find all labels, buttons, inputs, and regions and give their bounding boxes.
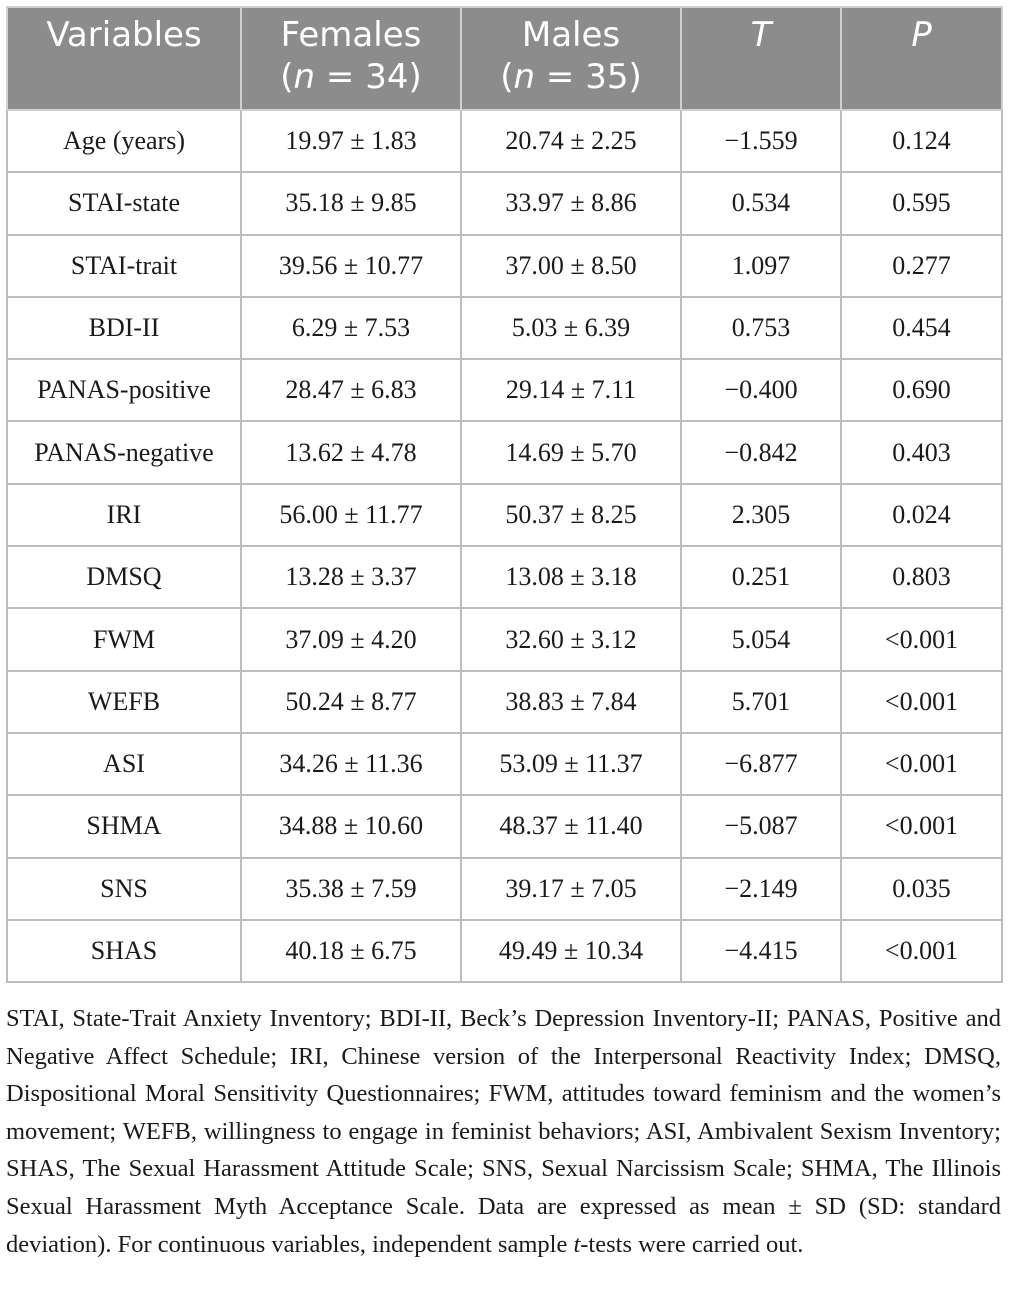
cell-p: 0.277 xyxy=(841,235,1002,297)
table-header xyxy=(7,7,1002,110)
cell-variable: WEFB xyxy=(7,671,241,733)
header-variables xyxy=(7,7,241,110)
cell-p: <0.001 xyxy=(841,920,1002,982)
table-row xyxy=(7,297,1002,359)
table-row xyxy=(7,608,1002,670)
cell-females: 35.18 ± 9.85 xyxy=(241,172,461,234)
cell-females: 6.29 ± 7.53 xyxy=(241,297,461,359)
cell-variable: PANAS-positive xyxy=(7,359,241,421)
header-females-label: Females xyxy=(280,15,422,55)
cell-females: 50.24 ± 8.77 xyxy=(241,671,461,733)
table-body xyxy=(7,110,1002,982)
table-row xyxy=(7,858,1002,920)
cell-males: 32.60 ± 3.12 xyxy=(461,608,681,670)
header-t-label: T xyxy=(750,15,772,55)
cell-p: <0.001 xyxy=(841,795,1002,857)
cell-t: −2.149 xyxy=(681,858,841,920)
cell-variable: PANAS-negative xyxy=(7,421,241,483)
cell-females: 19.97 ± 1.83 xyxy=(241,110,461,172)
cell-p: 0.403 xyxy=(841,421,1002,483)
cell-t: 2.305 xyxy=(681,484,841,546)
cell-females: 13.62 ± 4.78 xyxy=(241,421,461,483)
cell-females: 35.38 ± 7.59 xyxy=(241,858,461,920)
cell-variable: DMSQ xyxy=(7,546,241,608)
footnote-end-text: -tests were carried out. xyxy=(580,1230,804,1258)
cell-females: 13.28 ± 3.37 xyxy=(241,546,461,608)
cell-variable: SHAS xyxy=(7,920,241,982)
table-footnote xyxy=(6,1000,1001,1263)
cell-t: 5.054 xyxy=(681,608,841,670)
cell-males: 29.14 ± 7.11 xyxy=(461,359,681,421)
data-table-container xyxy=(6,6,1001,983)
cell-t: 5.701 xyxy=(681,671,841,733)
cell-t: −5.087 xyxy=(681,795,841,857)
cell-p: 0.124 xyxy=(841,110,1002,172)
cell-males: 37.00 ± 8.50 xyxy=(461,235,681,297)
cell-males: 5.03 ± 6.39 xyxy=(461,297,681,359)
cell-t: −0.842 xyxy=(681,421,841,483)
table-row xyxy=(7,359,1002,421)
table-row xyxy=(7,172,1002,234)
cell-variable: SNS xyxy=(7,858,241,920)
cell-males: 14.69 ± 5.70 xyxy=(461,421,681,483)
cell-t: −6.877 xyxy=(681,733,841,795)
table-row xyxy=(7,920,1002,982)
header-p-label: P xyxy=(911,15,932,55)
header-males xyxy=(461,7,681,110)
cell-p: 0.595 xyxy=(841,172,1002,234)
cell-males: 20.74 ± 2.25 xyxy=(461,110,681,172)
cell-t: −4.415 xyxy=(681,920,841,982)
cell-males: 48.37 ± 11.40 xyxy=(461,795,681,857)
cell-variable: STAI-trait xyxy=(7,235,241,297)
cell-p: 0.035 xyxy=(841,858,1002,920)
table-row xyxy=(7,671,1002,733)
data-table xyxy=(6,6,1003,983)
header-variables-label: Variables xyxy=(46,15,202,55)
table-row xyxy=(7,733,1002,795)
cell-p: 0.454 xyxy=(841,297,1002,359)
cell-variable: SHMA xyxy=(7,795,241,857)
header-males-n-symbol: n xyxy=(513,57,536,97)
table-row xyxy=(7,110,1002,172)
cell-t: 1.097 xyxy=(681,235,841,297)
header-males-label: Males xyxy=(521,15,621,55)
cell-variable: FWM xyxy=(7,608,241,670)
cell-p: 0.690 xyxy=(841,359,1002,421)
table-row xyxy=(7,421,1002,483)
cell-females: 39.56 ± 10.77 xyxy=(241,235,461,297)
cell-t: 0.753 xyxy=(681,297,841,359)
footnote-t-symbol: t xyxy=(573,1230,581,1258)
table-row xyxy=(7,484,1002,546)
header-females-n-open: ( xyxy=(280,57,294,97)
cell-variable: ASI xyxy=(7,733,241,795)
cell-females: 34.26 ± 11.36 xyxy=(241,733,461,795)
cell-males: 13.08 ± 3.18 xyxy=(461,546,681,608)
header-p xyxy=(841,7,1002,110)
cell-males: 38.83 ± 7.84 xyxy=(461,671,681,733)
cell-males: 53.09 ± 11.37 xyxy=(461,733,681,795)
cell-females: 40.18 ± 6.75 xyxy=(241,920,461,982)
header-t xyxy=(681,7,841,110)
header-females-n-value: = 34) xyxy=(315,57,422,97)
cell-males: 50.37 ± 8.25 xyxy=(461,484,681,546)
header-females xyxy=(241,7,461,110)
cell-p: 0.803 xyxy=(841,546,1002,608)
cell-males: 39.17 ± 7.05 xyxy=(461,858,681,920)
table-row xyxy=(7,795,1002,857)
cell-p: <0.001 xyxy=(841,671,1002,733)
header-females-n-symbol: n xyxy=(293,57,316,97)
cell-p: 0.024 xyxy=(841,484,1002,546)
cell-males: 49.49 ± 10.34 xyxy=(461,920,681,982)
table-row xyxy=(7,235,1002,297)
cell-males: 33.97 ± 8.86 xyxy=(461,172,681,234)
cell-variable: IRI xyxy=(7,484,241,546)
cell-t: 0.534 xyxy=(681,172,841,234)
cell-p: <0.001 xyxy=(841,733,1002,795)
cell-t: −1.559 xyxy=(681,110,841,172)
cell-t: 0.251 xyxy=(681,546,841,608)
header-row xyxy=(7,7,1002,110)
cell-t: −0.400 xyxy=(681,359,841,421)
cell-females: 34.88 ± 10.60 xyxy=(241,795,461,857)
cell-variable: BDI-II xyxy=(7,297,241,359)
header-males-n-value: = 35) xyxy=(535,57,642,97)
table-row xyxy=(7,546,1002,608)
header-males-n-open: ( xyxy=(500,57,514,97)
cell-variable: STAI-state xyxy=(7,172,241,234)
cell-p: <0.001 xyxy=(841,608,1002,670)
cell-females: 37.09 ± 4.20 xyxy=(241,608,461,670)
footnote-main-text: STAI, State-Trait Anxiety Inventory; BDI-II, Beck’s Depression Inventory-II; PANAS, Positive and Negative Affect Schedule; IRI, Chinese version of the Interpersonal Reactivity Index; DMSQ, Dispositional Moral Sensitivity Questionnaires; FWM, attitudes toward feminism and the women’s movement; WEFB, willingness to engage in feminist behaviors; ASI, Ambivalent Sexism Inventory; SHAS, The Sexual Harassment Attitude Scale; SNS, Sexual Narcissism Scale; SHMA, The Illinois Sexual Harassment Myth Acceptance Scale. Data are expressed as mean ± SD (SD: standard deviation). For continuous variables, independent sample xyxy=(6,1005,1001,1258)
cell-females: 28.47 ± 6.83 xyxy=(241,359,461,421)
cell-variable: Age (years) xyxy=(7,110,241,172)
cell-females: 56.00 ± 11.77 xyxy=(241,484,461,546)
